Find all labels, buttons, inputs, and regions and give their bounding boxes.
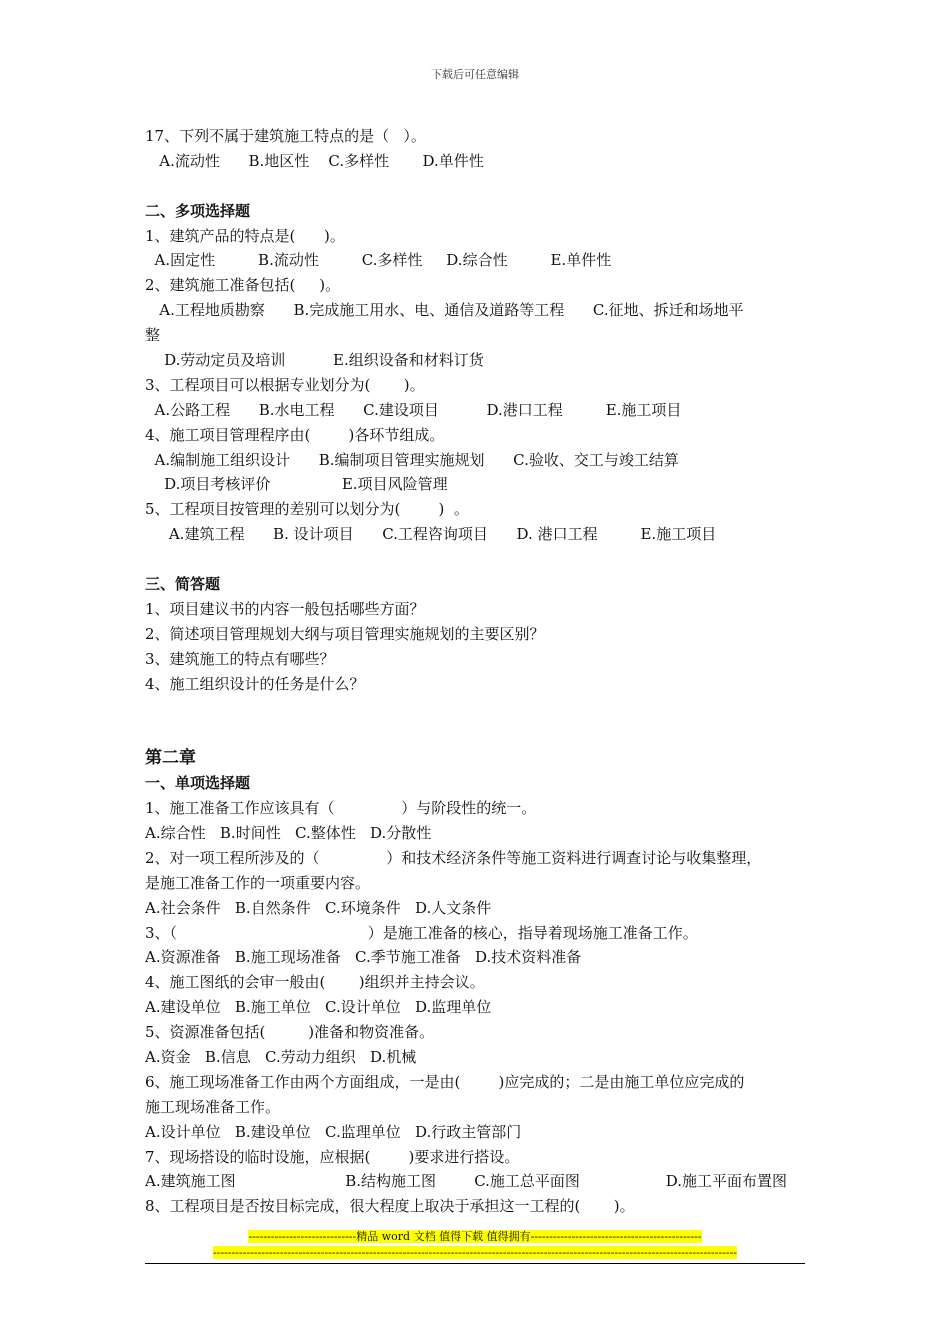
sc-question-2-options: A.社会条件 B.自然条件 C.环境条件 D.人文条件 bbox=[145, 898, 492, 917]
sc-question-5: 5、资源准备包括( )准备和物资准备。 bbox=[145, 1023, 435, 1042]
sc-question-1-options: A.综合性 B.时间性 C.整体性 D.分散性 bbox=[145, 823, 432, 842]
mc-question-1-options: A.固定性 B.流动性 C.多样性 D.综合性 E.单件性 bbox=[145, 251, 612, 270]
sc-question-8: 8、工程项目是否按目标完成，很大程度上取决于承担这一工程的( )。 bbox=[145, 1197, 635, 1216]
document-body bbox=[145, 124, 825, 1219]
page-header: 下载后可任意编辑 bbox=[431, 68, 519, 81]
sc-question-6-options: A.设计单位 B.建设单位 C.监理单位 D.行政主管部门 bbox=[145, 1122, 522, 1141]
sc-question-3: 3、（ ）是施工准备的核心，指导着现场施工准备工作。 bbox=[145, 923, 698, 942]
sc-question-6: 6、施工现场准备工作由两个方面组成，一是由( )应完成的；二是由施工单位应完成的 bbox=[145, 1072, 745, 1091]
mc-question-4-options-2: D.项目考核评价 E.项目风险管理 bbox=[145, 475, 448, 494]
chapter-heading: 第二章 bbox=[145, 748, 196, 769]
mc-question-3: 3、工程项目可以根据专业划分为( )。 bbox=[145, 375, 425, 394]
sa-question-2: 2、简述项目管理规划大纲与项目管理实施规划的主要区别？ bbox=[145, 624, 545, 643]
mc-question-2-options-cont: 整 bbox=[145, 326, 161, 345]
section-heading-multiple-choice: 二、多项选择题 bbox=[145, 201, 251, 220]
sa-question-4: 4、施工组织设计的任务是什么？ bbox=[145, 674, 365, 693]
mc-question-2: 2、建筑施工准备包括( )。 bbox=[145, 276, 341, 295]
sc-question-2: 2、对一项工程所涉及的（ ）和技术经济条件等施工资料进行调查讨论与收集整理， bbox=[145, 848, 762, 867]
sc-question-4: 4、施工图纸的会审一般由( )组织并主持会议。 bbox=[145, 973, 485, 992]
section-heading-single-choice: 一、单项选择题 bbox=[145, 774, 251, 793]
sa-question-1: 1、项目建议书的内容一般包括哪些方面？ bbox=[145, 599, 425, 618]
sc-question-4-options: A.建设单位 B.施工单位 C.设计单位 D.监理单位 bbox=[145, 998, 492, 1017]
mc-question-4: 4、施工项目管理程序由( )各环节组成。 bbox=[145, 425, 445, 444]
sc-question-2-cont: 是施工准备工作的一项重要内容。 bbox=[145, 873, 371, 892]
section-heading-short-answer: 三、简答题 bbox=[145, 575, 221, 594]
question-17: 17、下列不属于建筑施工特点的是（ ）。 bbox=[145, 127, 426, 145]
mc-question-2-options: A.工程地质勘察 B.完成施工用水、电、通信及道路等工程 C.征地、拆迁和场地平 bbox=[145, 301, 744, 320]
sa-question-3: 3、建筑施工的特点有哪些？ bbox=[145, 649, 335, 668]
mc-question-1: 1、建筑产品的特点是( )。 bbox=[145, 226, 345, 245]
sc-question-5-options: A.资金 B.信息 C.劳动力组织 D.机械 bbox=[145, 1047, 417, 1066]
sc-question-6-cont: 施工现场准备工作。 bbox=[145, 1097, 281, 1116]
mc-question-3-options: A.公路工程 B.水电工程 C.建设项目 D.港口工程 E.施工项目 bbox=[145, 400, 682, 419]
footer-line-2: --------------------------------------------------------------------------------------------------------------------------------------------- bbox=[212, 1246, 738, 1259]
footer-line-1: -----------------------------精品 word 文档 值得下载 值得拥有---------------------------------------------- bbox=[248, 1230, 702, 1243]
sc-question-7-options: A.建筑施工图 B.结构施工图 C.施工总平面图 D.施工平面布置图 bbox=[145, 1172, 787, 1191]
sc-question-1: 1、施工准备工作应该具有（ ）与阶段性的统一。 bbox=[145, 799, 537, 818]
sc-question-3-options: A.资源准备 B.施工现场准备 C.季节施工准备 D.技术资料准备 bbox=[145, 948, 582, 967]
footer-rule bbox=[145, 1263, 805, 1264]
question-17-options: A.流动性 B.地区性 C.多样性 D.单件性 bbox=[145, 151, 484, 170]
mc-question-4-options: A.编制施工组织设计 B.编制项目管理实施规划 C.验收、交工与竣工结算 bbox=[145, 450, 679, 469]
footer-banner bbox=[0, 1229, 950, 1261]
mc-question-2-options-2: D.劳动定员及培训 E.组织设备和材料订货 bbox=[145, 351, 484, 370]
sc-question-7: 7、现场搭设的临时设施，应根据( )要求进行搭设。 bbox=[145, 1147, 520, 1166]
mc-question-5: 5、工程项目按管理的差别可以划分为( ) 。 bbox=[145, 500, 469, 519]
mc-question-5-options: A.建筑工程 B. 设计项目 C.工程咨询项目 D. 港口工程 E.施工项目 bbox=[145, 525, 717, 544]
